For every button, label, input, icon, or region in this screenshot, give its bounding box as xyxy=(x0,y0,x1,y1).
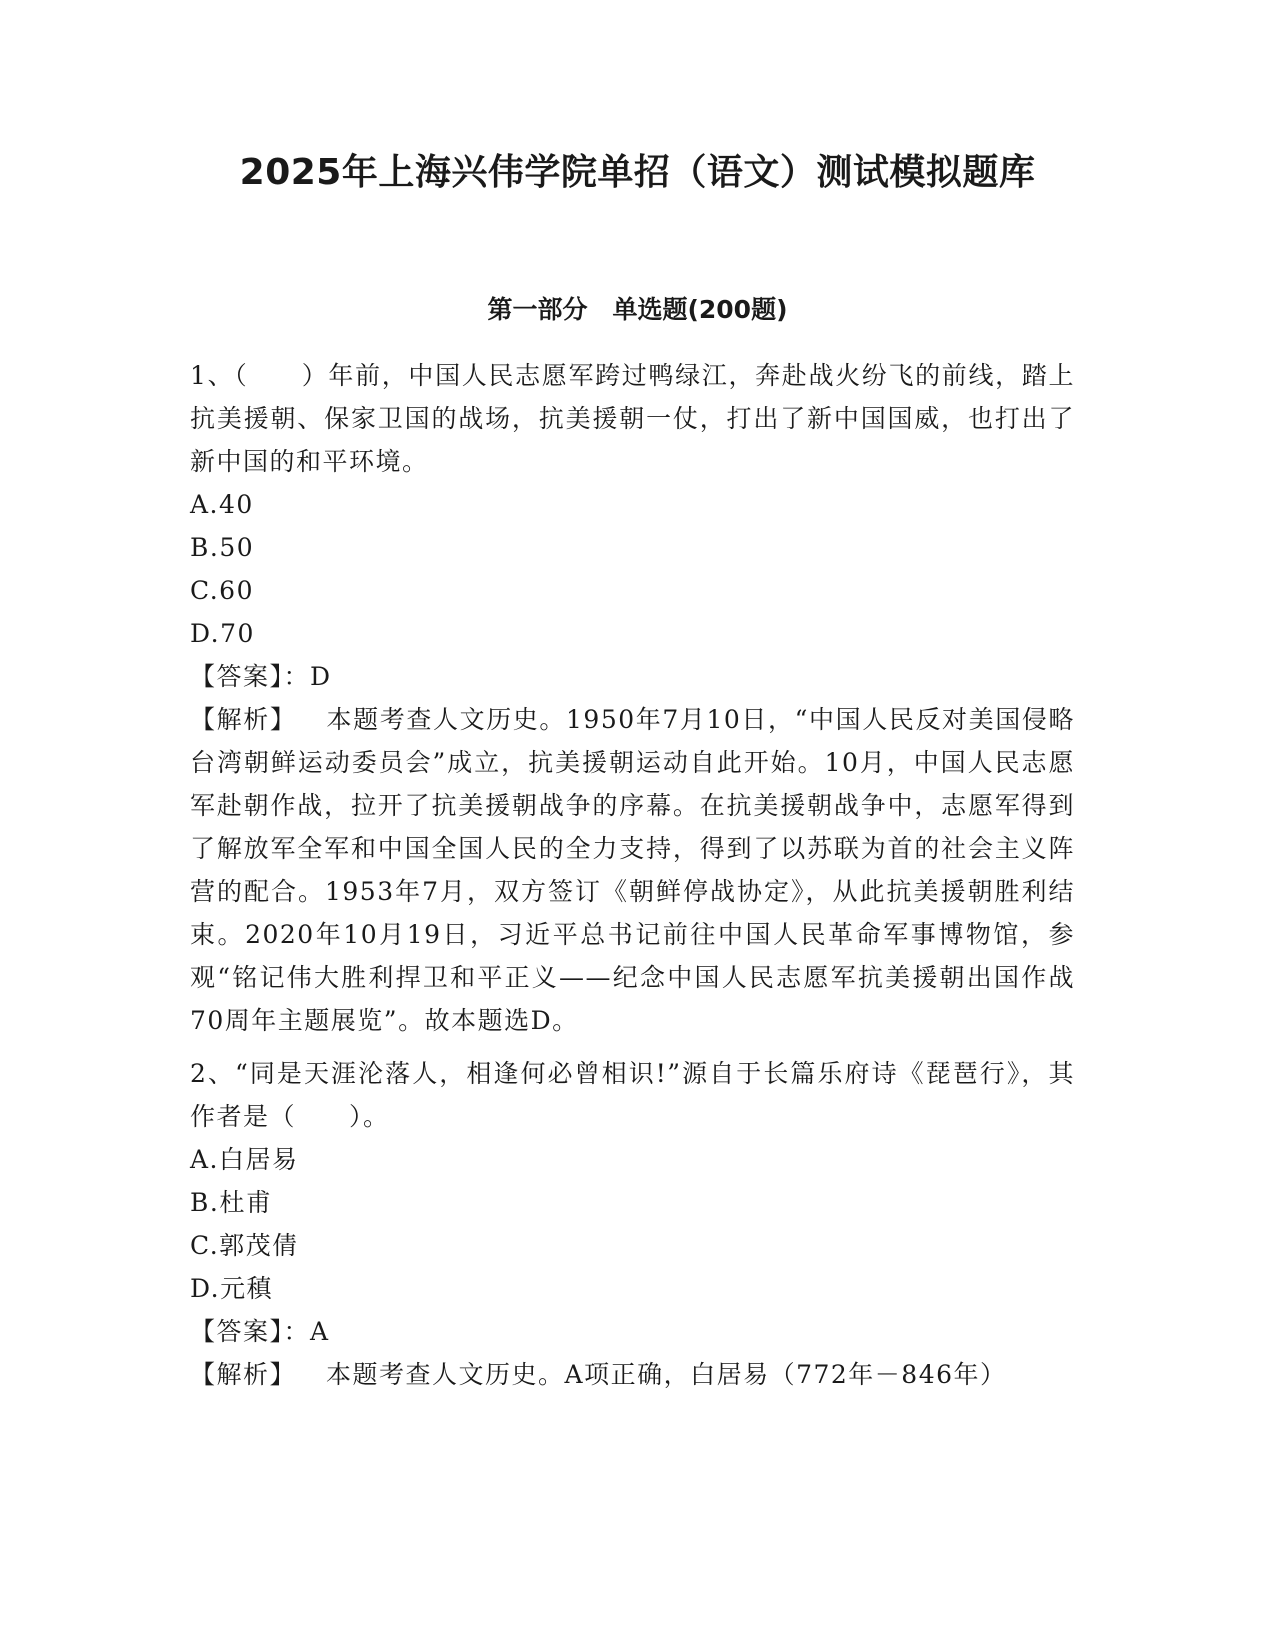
analysis-label: 【解析】 xyxy=(190,705,297,734)
option-b: B.50 xyxy=(190,533,255,562)
question-stem: 2、“同是天涯沦落人，相逢何必曾相识!”源自于长篇乐府诗《琵琶行》，其作者是（ ）。 xyxy=(190,1059,1075,1131)
option-d: D.元稹 xyxy=(190,1274,274,1303)
analysis-paragraph xyxy=(190,698,1075,1042)
answer-label: 【答案】： xyxy=(190,662,311,691)
option-c: C.60 xyxy=(190,576,254,605)
question-list xyxy=(190,354,1075,1396)
question-2 xyxy=(190,1052,1075,1396)
analysis-label: 【解析】 xyxy=(190,1360,297,1389)
question-1 xyxy=(190,354,1075,1042)
option-c: C.郭茂倩 xyxy=(190,1231,299,1260)
answer-line xyxy=(190,655,1075,698)
analysis-paragraph xyxy=(190,1353,1075,1396)
analysis-text: 本题考查人文历史。1950年7月10日，“中国人民反对美国侵略台湾朝鲜运动委员会”成立，抗美援朝运动自此开始。10月，中国人民志愿军赴朝作战，拉开了抗美援朝战争的序幕。在抗美援朝战争中，志愿军得到了解放军全军和中国全国人民的全力支持，得到了以苏联为首的社会主义阵营的配合。1953年7月，双方签订《朝鲜停战协定》，从此抗美援朝胜利结束。2020年10月19日，习近平总书记前往中国人民革命军事博物馆，参观“铭记伟大胜利捍卫和平正义——纪念中国人民志愿军抗美援朝出国作战70周年主题展览”。故本题选D。 xyxy=(190,705,1075,1035)
document-title: 2025年上海兴伟学院单招（语文）测试模拟题库 xyxy=(239,152,1036,193)
answer-value: A xyxy=(310,1317,330,1346)
answer-line xyxy=(190,1310,1075,1353)
section-title: 第一部分 单选题(200题) xyxy=(487,295,788,324)
option-b: B.杜甫 xyxy=(190,1188,273,1217)
answer-label: 【答案】： xyxy=(190,1317,311,1346)
question-stem: 1、（ ）年前，中国人民志愿军跨过鸭绿江，奔赴战火纷飞的前线，踏上抗美援朝、保家卫国的战场，抗美援朝一仗，打出了新中国国威，也打出了新中国的和平环境。 xyxy=(190,361,1075,476)
option-a: A.40 xyxy=(190,490,254,519)
option-d: D.70 xyxy=(190,619,255,648)
option-a: A.白居易 xyxy=(190,1145,299,1174)
answer-value: D xyxy=(310,662,332,691)
analysis-text: 本题考查人文历史。A项正确，白居易（772年－846年） xyxy=(326,1360,1007,1389)
